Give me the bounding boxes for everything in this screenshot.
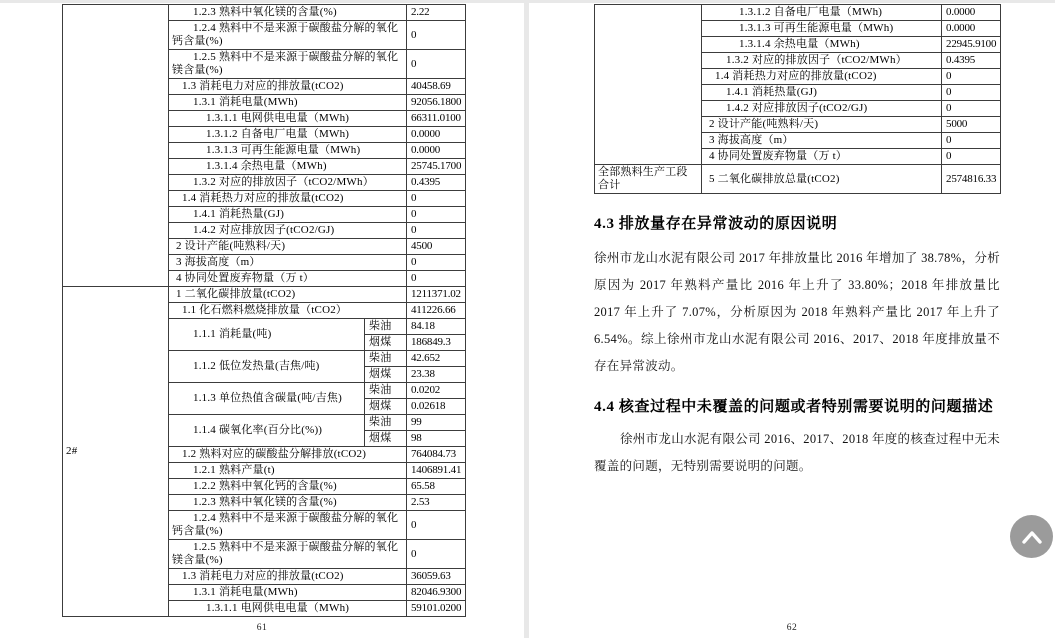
report-text	[594, 209, 1000, 480]
item-label-cell: 1.4.1 消耗热量(GJ)	[702, 85, 942, 101]
table-row	[595, 165, 1001, 194]
item-label-cell: 1.2.2 熟料中氧化钙的含量(%)	[169, 479, 407, 495]
value-cell: 0	[942, 101, 1001, 117]
table-row	[63, 287, 466, 303]
value-cell: 65.58	[407, 479, 466, 495]
value-cell: 1211371.02	[407, 287, 466, 303]
value-cell: 4500	[407, 239, 466, 255]
value-cell: 0.4395	[942, 53, 1001, 69]
value-cell: 0.0000	[942, 21, 1001, 37]
value-cell: 411226.66	[407, 303, 466, 319]
item-label-cell: 1.1.2 低位发热量(吉焦/吨)	[169, 351, 365, 383]
value-cell: 0.0202	[407, 383, 466, 399]
item-label-cell: 1.3 消耗电力对应的排放量(tCO2)	[169, 569, 407, 585]
value-cell: 186849.3	[407, 335, 466, 351]
section-paragraph-4-4: 徐州市龙山水泥有限公司 2016、2017、2018 年度的核查过程中无未覆盖的问题，无特别需要说明的问题。	[594, 432, 1000, 473]
value-cell: 0	[407, 50, 466, 79]
item-label-cell: 3 海拔高度（m）	[169, 255, 407, 271]
value-cell: 92056.1800	[407, 95, 466, 111]
section-heading-4-4: 4.4 核查过程中未覆盖的问题或者特别需要说明的问题描述	[594, 399, 994, 415]
item-label-cell: 1.3.1 消耗电量(MWh)	[169, 585, 407, 601]
document-page-62	[529, 3, 1055, 638]
item-label-cell: 4 协同处置废弃物量（万 t）	[702, 149, 942, 165]
item-label-cell: 1.3.2 对应的排放因子（tCO2/MWh）	[702, 53, 942, 69]
item-label-cell: 5 二氧化碳排放总量(tCO2)	[702, 165, 942, 194]
table-row	[595, 5, 1001, 21]
fuel-name-cell: 烟煤	[365, 431, 407, 447]
fuel-name-cell: 烟煤	[365, 399, 407, 415]
value-cell: 98	[407, 431, 466, 447]
item-label-cell: 1.2.5 熟料中不是来源于碳酸盐分解的氧化镁含量(%)	[169, 50, 407, 79]
item-label-cell: 1.4.2 对应排放因子(tCO2/GJ)	[702, 101, 942, 117]
value-cell: 0	[407, 271, 466, 287]
item-label-cell: 4 协同处置废弃物量（万 t）	[169, 271, 407, 287]
value-cell: 0	[942, 85, 1001, 101]
item-label-cell: 1.3.1.1 电网供电电量（MWh)	[169, 601, 407, 617]
fuel-name-cell: 柴油	[365, 415, 407, 431]
value-cell: 23.38	[407, 367, 466, 383]
item-label-cell: 1.2.5 熟料中不是来源于碳酸盐分解的氧化镁含量(%)	[169, 540, 407, 569]
item-label-cell: 1.4 消耗热力对应的排放量(tCO2)	[702, 69, 942, 85]
item-label-cell: 1.3.1.3 可再生能源电量（MWh)	[702, 21, 942, 37]
section-label-cell	[595, 5, 702, 165]
value-cell: 0	[942, 149, 1001, 165]
item-label-cell: 1 二氧化碳排放量(tCO2)	[169, 287, 407, 303]
item-label-cell: 1.2.3 熟料中氧化镁的含量(%)	[169, 495, 407, 511]
item-label-cell: 1.2.4 熟料中不是来源于碳酸盐分解的氧化钙含量(%)	[169, 21, 407, 50]
item-label-cell: 2 设计产能(吨熟料/天)	[169, 239, 407, 255]
item-label-cell: 2 设计产能(吨熟料/天)	[702, 117, 942, 133]
emission-data-table-total	[594, 4, 1001, 194]
fuel-name-cell: 烟煤	[365, 367, 407, 383]
fuel-name-cell: 柴油	[365, 383, 407, 399]
value-cell: 0	[942, 69, 1001, 85]
value-cell: 82046.9300	[407, 585, 466, 601]
value-cell: 0.0000	[942, 5, 1001, 21]
fuel-name-cell: 柴油	[365, 351, 407, 367]
value-cell: 0.4395	[407, 175, 466, 191]
section-paragraph-4-3: 徐州市龙山水泥有限公司 2017 年排放量比 2016 年增加了 38.78%，分析原因为 2017 年熟料产量比 2016 年上升了 33.80%；2018 年排放量比 2017 年上升了 7.07%，分析原因为 2018 年熟料产量比 2017 年上升了 6.54%。综上徐州市龙山水泥有限公司 2016、2017、2018 年度排放量不存在异常波动。	[594, 251, 1000, 373]
value-cell: 36059.63	[407, 569, 466, 585]
chevron-up-icon	[1021, 530, 1043, 544]
item-label-cell: 1.4.1 消耗热量(GJ)	[169, 207, 407, 223]
section-label-cell	[63, 5, 169, 287]
item-label-cell: 1.1.3 单位热值含碳量(吨/吉焦)	[169, 383, 365, 415]
value-cell: 99	[407, 415, 466, 431]
item-label-cell: 1.3.1.1 电网供电电量（MWh)	[169, 111, 407, 127]
item-label-cell: 1.1.1 消耗量(吨)	[169, 319, 365, 351]
value-cell: 0	[407, 191, 466, 207]
value-cell: 40458.69	[407, 79, 466, 95]
item-label-cell: 1.1 化石燃料燃烧排放量（tCO2）	[169, 303, 407, 319]
value-cell: 59101.0200	[407, 601, 466, 617]
value-cell: 0.0000	[407, 143, 466, 159]
scroll-to-top-button[interactable]	[1010, 515, 1053, 558]
value-cell: 0.02618	[407, 399, 466, 415]
value-cell: 5000	[942, 117, 1001, 133]
value-cell: 25745.1700	[407, 159, 466, 175]
item-label-cell: 1.4 消耗热力对应的排放量(tCO2)	[169, 191, 407, 207]
value-cell: 0	[407, 255, 466, 271]
item-label-cell: 1.4.2 对应排放因子(tCO2/GJ)	[169, 223, 407, 239]
item-label-cell: 3 海拔高度（m）	[702, 133, 942, 149]
value-cell: 0	[407, 223, 466, 239]
table-row	[63, 5, 466, 21]
value-cell: 764084.73	[407, 447, 466, 463]
value-cell: 0	[407, 540, 466, 569]
item-label-cell: 1.3.1.2 自备电厂电量（MWh)	[702, 5, 942, 21]
item-label-cell: 1.2.3 熟料中氧化镁的含量(%)	[169, 5, 407, 21]
value-cell: 0	[407, 21, 466, 50]
value-cell: 84.18	[407, 319, 466, 335]
section-label-cell: 2#	[63, 287, 169, 617]
value-cell: 2.53	[407, 495, 466, 511]
item-label-cell: 1.3 消耗电力对应的排放量(tCO2)	[169, 79, 407, 95]
item-label-cell: 1.3.1.4 余热电量（MWh)	[169, 159, 407, 175]
value-cell: 42.652	[407, 351, 466, 367]
value-cell: 2574816.33	[942, 165, 1001, 194]
fuel-name-cell: 烟煤	[365, 335, 407, 351]
item-label-cell: 1.3.2 对应的排放因子（tCO2/MWh）	[169, 175, 407, 191]
value-cell: 66311.0100	[407, 111, 466, 127]
item-label-cell: 1.3.1 消耗电量(MWh)	[169, 95, 407, 111]
section-label-cell: 全部熟料生产工段合计	[595, 165, 702, 194]
item-label-cell: 1.3.1.3 可再生能源电量（MWh)	[169, 143, 407, 159]
section-heading-4-3: 4.3 排放量存在异常波动的原因说明	[594, 216, 838, 232]
value-cell: 0	[407, 511, 466, 540]
value-cell: 0.0000	[407, 127, 466, 143]
item-label-cell: 1.2.4 熟料中不是来源于碳酸盐分解的氧化钙含量(%)	[169, 511, 407, 540]
fuel-name-cell: 柴油	[365, 319, 407, 335]
page-number: 62	[786, 623, 798, 633]
emission-data-table-unit2	[62, 4, 466, 617]
item-label-cell: 1.1.4 碳氧化率(百分比(%))	[169, 415, 365, 447]
value-cell: 0	[942, 133, 1001, 149]
page-number: 61	[256, 623, 268, 633]
value-cell: 0	[407, 207, 466, 223]
item-label-cell: 1.3.1.2 自备电厂电量（MWh)	[169, 127, 407, 143]
item-label-cell: 1.2 熟料对应的碳酸盐分解排放(tCO2)	[169, 447, 407, 463]
item-label-cell: 1.3.1.4 余热电量（MWh)	[702, 37, 942, 53]
item-label-cell: 1.2.1 熟料产量(t)	[169, 463, 407, 479]
value-cell: 2.22	[407, 5, 466, 21]
value-cell: 22945.9100	[942, 37, 1001, 53]
value-cell: 1406891.41	[407, 463, 466, 479]
document-page-61	[0, 3, 524, 638]
